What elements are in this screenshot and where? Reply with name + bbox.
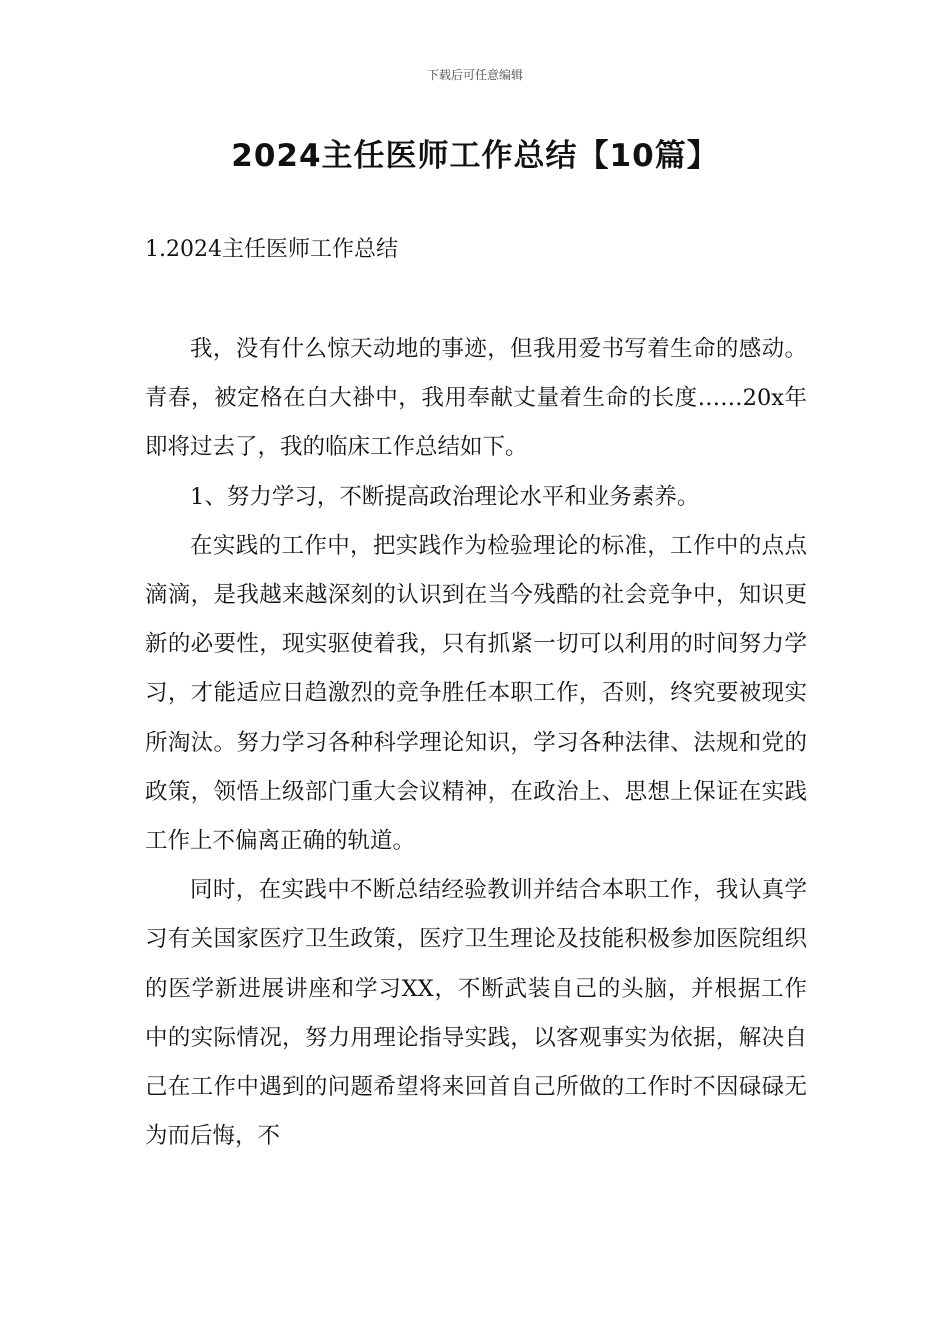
- document-body: [145, 325, 807, 1161]
- paragraph-point-1: 1、努力学习，不断提高政治理论水平和业务素养。: [190, 483, 700, 510]
- paragraph-practice: 在实践的工作中，把实践作为检验理论的标准，工作中的点点滴滴，是我越来越深刻的认识到在当今残酷的社会竞争中，知识更新的必要性，现实驱使着我，只有抓紧一切可以利用的时间努力学习，才能适应日趋激烈的竞争胜任本职工作，否则，终究要被现实所淘汰。努力学习各种科学理论知识，学习各种法律、法规和党的政策，领悟上级部门重大会议精神，在政治上、思想上保证在实践工作上不偏离正确的轨道。: [145, 532, 807, 855]
- section-heading: 1.2024主任医师工作总结: [145, 237, 398, 262]
- paragraph-study: 同时，在实践中不断总结经验教训并结合本职工作，我认真学习有关国家医疗卫生政策，医疗卫生理论及技能积极参加医院组织的医学新进展讲座和学习XX，不断武装自己的头脑，并根据工作中的实际情况，努力用理论指导实践，以客观事实为依据，解决自己在工作中遇到的问题希望将来回首自己所做的工作时不因碌碌无为而后悔，不: [145, 877, 807, 1150]
- header-note: 下载后可任意编辑: [426, 68, 523, 82]
- document-title: 2024主任医师工作总结【10篇】: [231, 138, 719, 174]
- paragraph-intro: 我，没有什么惊天动地的事迹，但我用爱书写着生命的感动。青春，被定格在白大褂中，我用奉献丈量着生命的长度……20x年即将过去了，我的临床工作总结如下。: [145, 336, 807, 461]
